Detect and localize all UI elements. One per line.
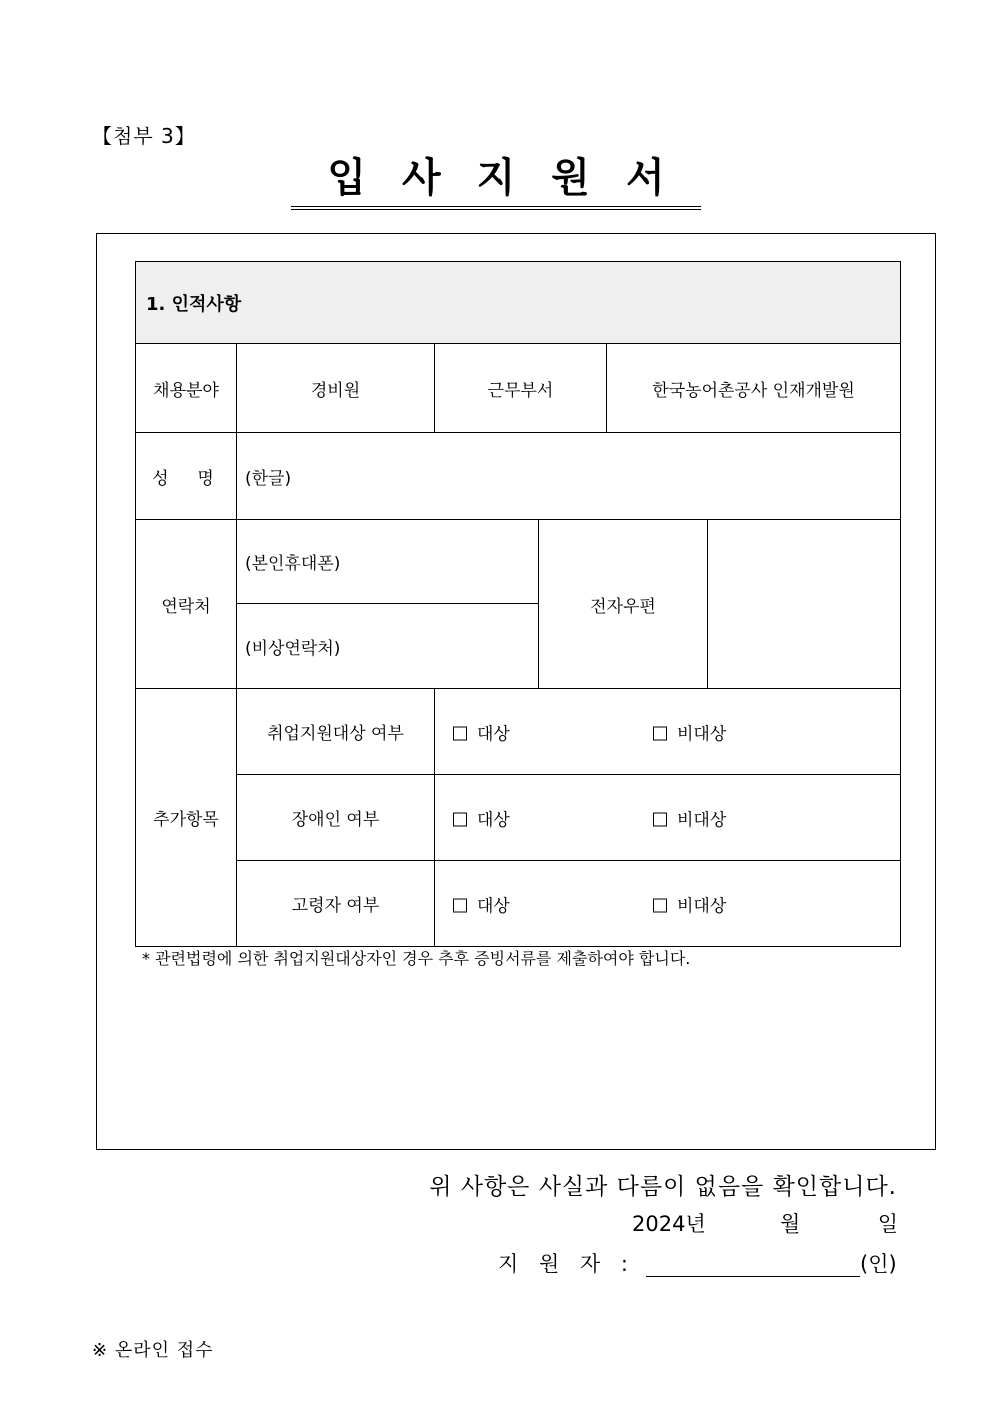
name-label-text: 성 명 [152,468,220,489]
option-label: 대상 [477,810,510,830]
applicant-signature-line [498,1248,898,1282]
section-title: 1. 인적사항 [136,262,901,344]
extra-item-options [435,775,901,861]
checkbox-no[interactable] [653,719,726,744]
option-label: 대상 [477,724,510,744]
checkbox-yes[interactable] [453,805,510,830]
mobile-field[interactable]: (본인휴대폰) [237,520,539,604]
contact-label: 연락처 [136,520,237,689]
extra-label: 추가항목 [136,689,237,947]
date-month: 월 [780,1212,801,1236]
legal-note: * 관련법령에 의한 취업지원대상자인 경우 추후 증빙서류를 제출하여야 합니다. [142,949,691,968]
email-field[interactable] [708,520,901,689]
document-title [0,150,992,210]
extra-item-options [435,689,901,775]
applicant-label: 지 원 자 : [498,1252,635,1276]
extra-item-options [435,861,901,947]
dept-label: 근무부서 [435,344,607,433]
date-line [632,1208,898,1240]
name-field[interactable]: (한글) [237,433,901,520]
option-label: 대상 [477,896,510,916]
option-label: 비대상 [677,896,727,916]
option-label: 비대상 [677,724,727,744]
email-label: 전자우편 [539,520,708,689]
confirmation-statement: 위 사항은 사실과 다름이 없음을 확인합니다. [429,1174,897,1200]
extra-item-label: 고령자 여부 [237,861,435,947]
option-label: 비대상 [677,810,727,830]
name-label [136,433,237,520]
extra-item-label: 장애인 여부 [237,775,435,861]
checkbox-no[interactable] [653,891,726,916]
checkbox-icon [453,898,467,912]
field-label: 채용분야 [136,344,237,433]
checkbox-icon [653,898,667,912]
seal-label: (인) [860,1252,897,1276]
checkbox-icon [453,726,467,740]
document-title-text: 입사지원서 [291,150,700,210]
online-submission-note: ※ 온라인 접수 [92,1340,214,1361]
date-day: 일 [877,1212,898,1236]
dept-value[interactable]: 한국농어촌공사 인재개발원 [607,344,901,433]
extra-item-label: 취업지원대상 여부 [237,689,435,775]
emergency-field[interactable]: (비상연락처) [237,604,539,689]
checkbox-yes[interactable] [453,719,510,744]
checkbox-icon [653,812,667,826]
checkbox-no[interactable] [653,805,726,830]
checkbox-icon [453,812,467,826]
personal-info-table [135,261,901,947]
date-year: 2024년 [632,1212,706,1236]
field-value[interactable]: 경비원 [237,344,435,433]
attachment-label: 【첨부 3】 [92,124,196,148]
signature-field[interactable] [646,1276,860,1277]
checkbox-icon [653,726,667,740]
checkbox-yes[interactable] [453,891,510,916]
